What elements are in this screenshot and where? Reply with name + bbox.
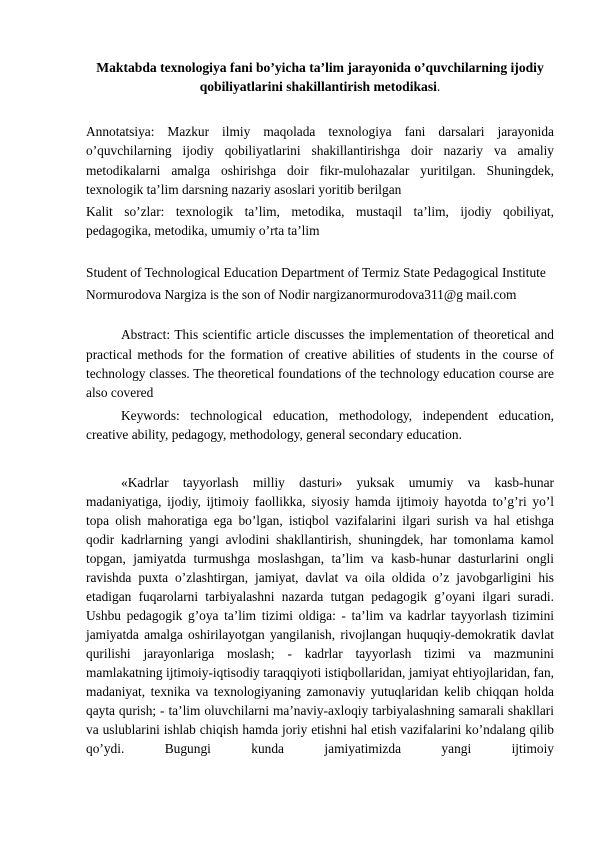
abstract-paragraph: Abstract: This scientific article discusses the implementation of theoretical and practical methods for the formation of creative abilities of students in the course of technology classes. The theoretical foundations of the technology education course are also covered bbox=[86, 327, 554, 401]
affiliation-paragraph: Student of Technological Education Department of Termiz State Pedagogical Institute bbox=[86, 264, 546, 280]
paper-title-text: Maktabda texnologiya fani bo’yicha ta’lim jarayonida o’quvchilarning ijodiy qobiliyatlarini shakillantirish metodikasi bbox=[96, 60, 544, 94]
paper-title bbox=[86, 58, 554, 96]
author-line: Normurodova Nargiza is the son of Nodir nargizanormurodova311@g mail.com bbox=[86, 287, 517, 303]
keywords-en-paragraph: Keywords: technological education, methodology, independent education, creative ability, pedagogy, methodology, general secondary education. bbox=[86, 407, 554, 442]
paper-title-period: . bbox=[436, 79, 441, 94]
keywords-uz-paragraph: Kalit so’zlar: texnologik ta’lim, metodika, mustaqil ta’lim, ijodiy qobiliyat, pedagogika, metodika, umumiy o’rta ta’lim bbox=[86, 204, 554, 239]
annotation-paragraph: Annotatsiya: Mazkur ilmiy maqolada texnologiya fani darsalari jarayonida o’quvchilarning ijodiy qobiliyatlarini shakillantirishga doir nazariy va amaliy metodikalarni amalga oshirishga doir fikr-mulohazalar yuritilgan. Shuningdek, texnologik ta’lim darsning nazariy asoslari yoritib berilgan bbox=[86, 124, 554, 197]
spacer bbox=[86, 304, 554, 321]
paper-page bbox=[86, 52, 554, 758]
spacer bbox=[86, 241, 554, 259]
spacer bbox=[86, 96, 554, 118]
body-paragraph: «Kadrlar tayyorlash milliy dasturi» yuksak umumiy va kasb-hunar madaniyatiga, ijodiy, ijtimoiy faollikka, siyosiy hamda ijtimoiy hayotda to’g’ri yo’l topa olish mahoratiga ega bo’lgan, istiqbol vazifalarini ilgari surish va hal etishga qodir kadrlarning yangi avlodini shakllantirish, shuningdek, har tomonlama kamol topgan, jamiyatda turmushga moslashgan, ta’lim va kasb-hunar dasturlarini ongli ravishda puxta o’zlashtirgan, jamiyat, davlat va oila oldida o’z javobgarligini his etadigan fuqarolarni tarbiyalashni nazarda tutgan pedagogik g’oyani ilgari suradi. Ushbu pedagogik g’oya ta’lim tizimi oldiga: - ta’lim va kadrlar tayyorlash tizimini jamiyatda amalga oshirilayotgan yangilanish, rivojlangan huquqiy-demokratik davlat qurilishi jarayonlariga moslash; - kadrlar tayyorlash tizimi va mazmunini mamlakatning ijtimoiy-iqtisodiy taraqqiyoti istiqbollaridan, jamiyat ehtiyojlaridan, fan, madaniyat, texnika va texnologiyaning zamonaviy yutuqlaridan kelib chiqqan holda qayta qurish; - ta’lim oluvchilarni ma’naviy-axloqiy tarbiyalashning samarali shakllari va uslublarini ishlab chiqish hamda joriy etishni hal etish vazifalarini ko’ndalang qilib qo’ydi. Bugungi kunda jamiyatimizda yangi ijtimoiy bbox=[86, 475, 554, 757]
spacer bbox=[86, 444, 554, 465]
